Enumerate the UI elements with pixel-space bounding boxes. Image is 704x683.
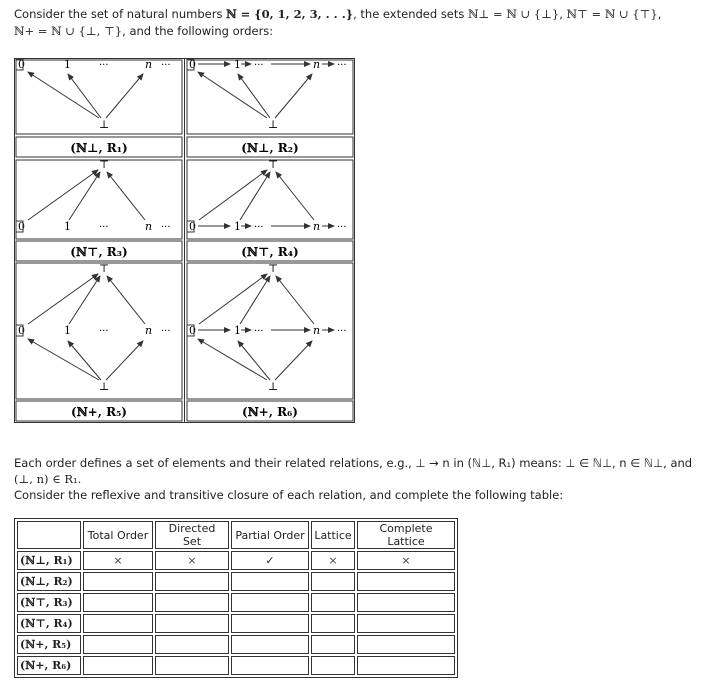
- answer-cell[interactable]: [83, 614, 153, 633]
- node-n: n: [145, 220, 153, 233]
- node-n: n: [145, 324, 153, 337]
- node-one: 1: [64, 58, 71, 71]
- answer-cell[interactable]: [357, 635, 455, 654]
- natural-set-def: ℕ = {0, 1, 2, 3, . . .}: [226, 7, 354, 21]
- table-row: [17, 614, 455, 633]
- intro-text: [14, 6, 694, 40]
- description: [14, 455, 698, 487]
- node-zero: 0: [18, 220, 25, 233]
- answer-cell[interactable]: [155, 593, 229, 612]
- intro-sep: ,: [657, 7, 662, 21]
- answer-cell[interactable]: ×: [357, 551, 455, 570]
- diagram-caption: (ℕ⊥, R₂): [241, 141, 299, 155]
- row-label: (ℕ+, R₅): [17, 635, 81, 654]
- node-bottom: ⊥: [268, 380, 279, 393]
- node-dots: ···: [161, 326, 171, 337]
- order-diagram-grid: [14, 58, 356, 424]
- answer-cell[interactable]: [155, 572, 229, 591]
- table-row: [17, 572, 455, 591]
- answer-cell[interactable]: [83, 593, 153, 612]
- answer-cell[interactable]: [155, 635, 229, 654]
- node-dots: ···: [161, 60, 171, 71]
- diagram-4: [187, 158, 347, 233]
- diagram-caption: (ℕ⊤, R₄): [241, 245, 299, 259]
- node-zero: 0: [189, 220, 196, 233]
- diagram-1: [16, 58, 171, 131]
- row-label: (ℕ⊤, R₄): [17, 614, 81, 633]
- intro-line1-pre: Consider the set of natural numbers: [14, 7, 227, 21]
- node-top: ⊤: [268, 158, 279, 171]
- answer-cell[interactable]: [311, 614, 355, 633]
- nbot-def: ℕ⊥ = ℕ ∪ {⊥}: [468, 7, 560, 21]
- diagram-3: [16, 158, 171, 233]
- node-zero: 0: [18, 324, 25, 337]
- column-header: Partial Order: [231, 521, 309, 549]
- node-n: n: [313, 220, 321, 233]
- node-dots: ···: [99, 60, 109, 71]
- node-bottom: ⊥: [99, 118, 110, 131]
- diagram-6: [187, 262, 347, 393]
- node-zero: 0: [189, 58, 196, 71]
- answer-cell[interactable]: ×: [155, 551, 229, 570]
- intro-line2-post: , and the following orders:: [122, 24, 274, 38]
- ntop-def: ℕ⊤ = ℕ ∪ {⊤}: [566, 7, 658, 21]
- column-header: Directed Set: [155, 521, 229, 549]
- node-one: 1: [64, 220, 71, 233]
- table-row: [17, 551, 455, 570]
- column-header: Total Order: [83, 521, 153, 549]
- intro-line1-mid: , the extended sets: [353, 7, 469, 21]
- row-label: (ℕ+, R₆): [17, 656, 81, 675]
- answer-cell[interactable]: ✓: [231, 551, 309, 570]
- answer-cell[interactable]: [83, 572, 153, 591]
- diagram-2: [187, 58, 347, 131]
- node-dots: ···: [254, 60, 264, 71]
- node-bottom: ⊥: [99, 380, 110, 393]
- answer-cell[interactable]: [357, 593, 455, 612]
- nplus-def: ℕ+ = ℕ ∪ {⊥, ⊤}: [14, 24, 123, 38]
- hasse-diagrams: [14, 58, 356, 424]
- node-top: ⊤: [268, 262, 279, 275]
- description-line2: (⊥, n) ∈ R₁.: [14, 472, 82, 486]
- row-label: (ℕ⊥, R₁): [17, 551, 81, 570]
- answer-cell[interactable]: [83, 635, 153, 654]
- node-dots: ···: [161, 222, 171, 233]
- instruction: Consider the reflexive and transitive closure of each relation, and complete the following table:: [14, 488, 564, 502]
- node-top: ⊤: [99, 158, 110, 171]
- node-dots: ···: [99, 222, 109, 233]
- node-dots: ···: [254, 222, 264, 233]
- node-one: 1: [234, 220, 241, 233]
- answer-cell[interactable]: [231, 614, 309, 633]
- table-row: [17, 635, 455, 654]
- column-header: Lattice: [311, 521, 355, 549]
- answer-cell[interactable]: [83, 656, 153, 675]
- answer-cell[interactable]: [231, 656, 309, 675]
- node-n: n: [313, 324, 321, 337]
- node-zero: 0: [18, 58, 25, 71]
- diagram-caption: (ℕ+, R₅): [71, 405, 127, 419]
- node-dots: ···: [254, 326, 264, 337]
- node-dots: ···: [337, 222, 347, 233]
- node-zero: 0: [189, 324, 196, 337]
- table-row: [17, 656, 455, 675]
- node-dots: ···: [99, 326, 109, 337]
- node-n: n: [313, 58, 321, 71]
- node-dots: ···: [337, 326, 347, 337]
- row-label: (ℕ⊤, R₃): [17, 593, 81, 612]
- intro-sep: ,: [559, 7, 567, 21]
- node-top: ⊤: [99, 262, 110, 275]
- answer-cell[interactable]: [231, 593, 309, 612]
- diagram-caption: (ℕ⊥, R₁): [70, 141, 128, 155]
- table-header-row: [17, 521, 455, 549]
- answer-cell[interactable]: [155, 614, 229, 633]
- answer-cell[interactable]: [311, 593, 355, 612]
- node-one: 1: [234, 324, 241, 337]
- answer-cell[interactable]: [231, 572, 309, 591]
- node-one: 1: [64, 324, 71, 337]
- answer-cell[interactable]: [357, 572, 455, 591]
- answer-cell[interactable]: ×: [83, 551, 153, 570]
- answer-cell[interactable]: [311, 572, 355, 591]
- diagram-5: [16, 262, 171, 393]
- row-label: (ℕ⊥, R₂): [17, 572, 81, 591]
- node-bottom: ⊥: [268, 118, 279, 131]
- answer-cell[interactable]: [231, 635, 309, 654]
- node-n: n: [145, 58, 153, 71]
- node-dots: ···: [337, 60, 347, 71]
- classification-table: [14, 518, 458, 678]
- corner-cell: [17, 521, 81, 549]
- description-line1: Each order defines a set of elements and their related relations, e.g., ⊥ → n in (ℕ⊥, R₁) means: ⊥ ∈ ℕ⊥, n ∈ ℕ⊥, and: [14, 456, 693, 470]
- column-header: Complete Lattice: [357, 521, 455, 549]
- answer-cell[interactable]: [357, 656, 455, 675]
- answer-cell[interactable]: [155, 656, 229, 675]
- answer-cell[interactable]: [311, 635, 355, 654]
- diagram-caption: (ℕ+, R₆): [242, 405, 298, 419]
- answer-cell[interactable]: [311, 656, 355, 675]
- diagram-caption: (ℕ⊤, R₃): [70, 245, 128, 259]
- answer-cell[interactable]: ×: [311, 551, 355, 570]
- node-one: 1: [234, 58, 241, 71]
- table-row: [17, 593, 455, 612]
- answer-cell[interactable]: [357, 614, 455, 633]
